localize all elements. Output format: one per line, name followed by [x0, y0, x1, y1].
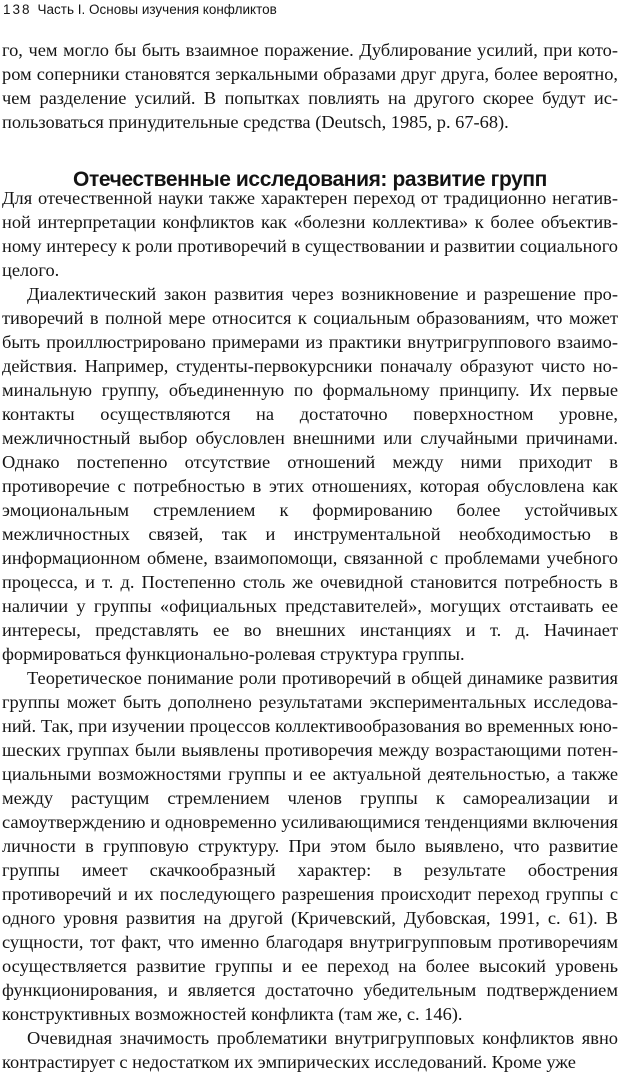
paragraph-2: Диалектический закон развития через возникновение и разрешение противоречий в полной мере относится к социальным образованиям, что может быть проиллюстрировано примерами из практики внутригруппового взаимодействия. Например, студенты-первокурсники поначалу образуют чисто номинальную группу, объединенную по формальному принципу. Их первые контакты осуществляются на достаточно поверхностном уровне, межличностный выбор обусловлен внешними или случайными причинами. Однако постепенно отсутствие отношений между ними приходит в противоречие с потребностью в этих отношениях, которая обусловлена как эмоциональным стремлением к формированию более устойчивых межличностных связей, так и инструментальной необходимостью в информационном обмене, взаимопомощи, связанной с проблемами учебного процесса, и т. д. Постепенно столь же очевидной становится потребность в наличии у группы «официальных представителей», могущих отстаивать ее интересы, представлять ее во внешних инстанциях и т. д. Начинает формироваться функционально-ролевая структура группы. [2, 284, 618, 664]
running-header [3, 1, 277, 19]
paragraph-4: Очевидная значимость проблематики внутригрупповых конфликтов явно контрастирует с недостатком их эмпирических исследований. Кроме уже [2, 1028, 618, 1072]
paragraph-3: Теоретическое понимание роли противоречий в общей динамике развития группы может быть дополнено результатами экспериментальных исследований. Так, при изучении процессов коллективообразования во временных юношеских группах были выявлены противоречия между возрастающими потенциальными возможностями группы и ее актуальной деятельностью, а также между растущим стремлением членов группы к самореализации и самоутверждению и одновременно усиливающимися тенденциями включения личности в групповую структуру. При этом было выявлено, что развитие группы имеет скачкообразный характер: в результате обострения противоречий и их последующего разрешения происходит переход группы с одного уровня развития на другой (Кричевский, Дубовская, 1991, с. 61). В сущности, тот факт, что именно благодаря внутригрупповым противоречиям осуществляется развитие группы и ее переход на более высокий уровень функционирования, и является достаточно убедительным подтверждением конструктивных возможностей конфликта (там же, с. 146). [2, 668, 618, 1024]
intro-paragraph: го, чем могло бы быть взаимное поражение. Дублирование усилий, при котором соперники становятся зеркальными образами друг друга, более вероятно, чем разделение усилий. В попытках повлиять на другого скорее будут использоваться принудительные средства (Deutsch, 1985, р. 67-68). [2, 40, 618, 132]
section-heading: Отечественные исследования: развитие групп [73, 168, 547, 192]
page-number: 138 [3, 2, 32, 17]
paragraph-1: Для отечественной науки также характерен переход от традиционно негативной интерпретации конфликтов как «болезни коллектива» к более объективному интересу к роли противоречий в существовании и развитии социального целого. [2, 188, 618, 280]
continued-text-block [2, 38, 618, 134]
section-body [2, 186, 618, 1074]
running-title: Часть I. Основы изучения конфликтов [37, 2, 277, 17]
